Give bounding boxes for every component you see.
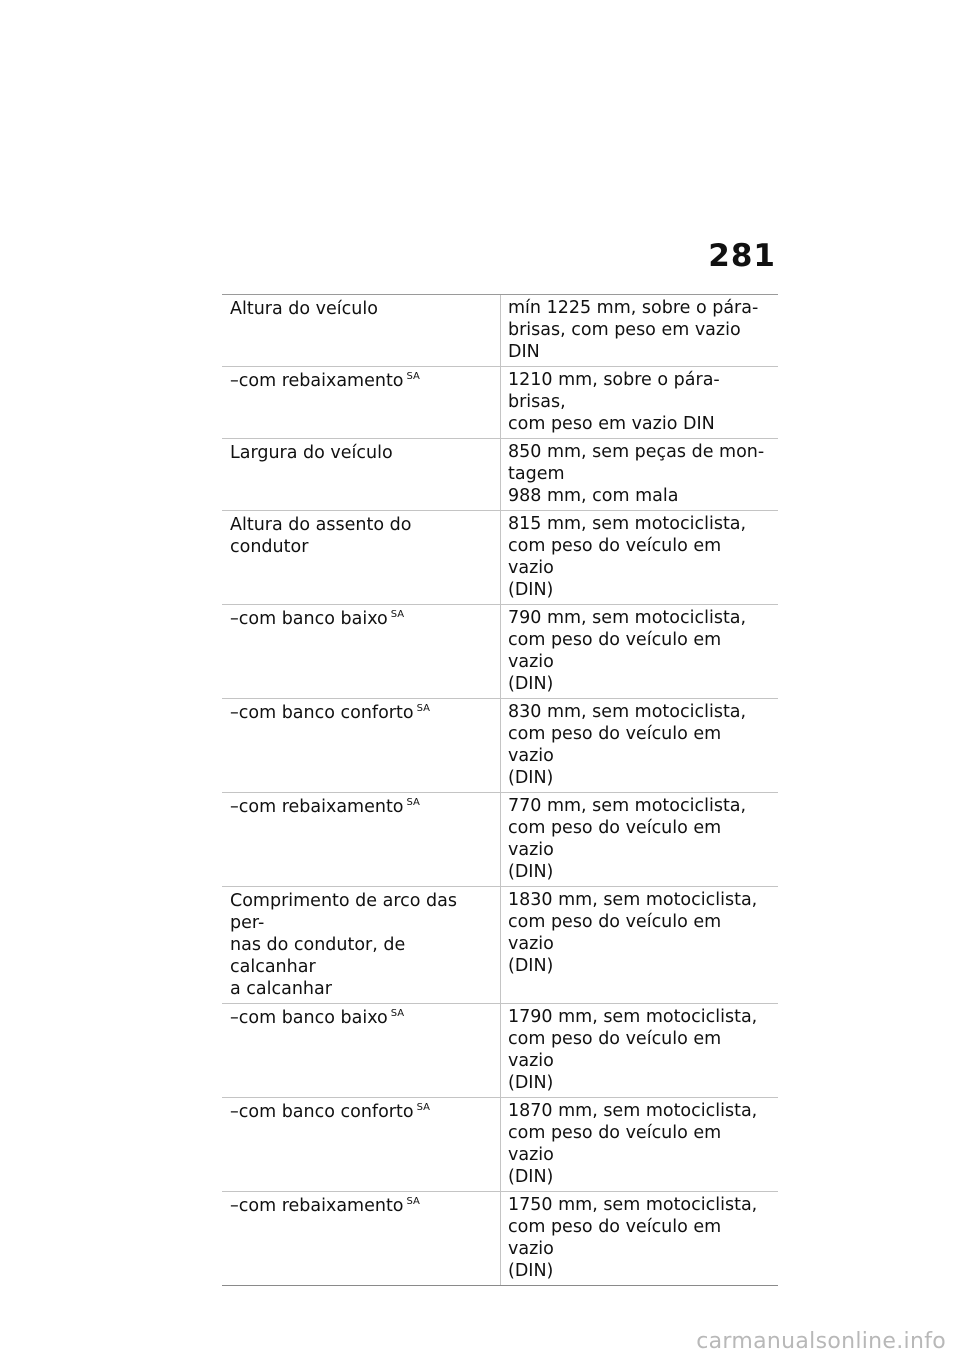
spec-value-line: (DIN) (508, 674, 554, 694)
spec-label (222, 367, 501, 438)
spec-value-line: 1750 mm, sem motociclista, (508, 1195, 758, 1215)
spec-value-line: 815 mm, sem motociclista, (508, 514, 747, 534)
spec-value-line: (DIN) (508, 1167, 554, 1187)
spec-label (222, 1098, 501, 1191)
spec-value-line: 830 mm, sem motociclista, (508, 702, 747, 722)
spec-value-line: brisas, com peso em vazio DIN (508, 320, 741, 362)
spec-value (501, 605, 778, 698)
spec-value-line: 1790 mm, sem motociclista, (508, 1007, 758, 1027)
table-row (222, 887, 778, 1004)
spec-value-line: mín 1225 mm, sobre o pára- (508, 298, 759, 318)
spec-value-line: com peso em vazio DIN (508, 414, 715, 434)
spec-value (501, 1098, 778, 1191)
spec-value-line: 988 mm, com mala (508, 486, 679, 506)
table-row (222, 793, 778, 887)
page-number: 281 (708, 238, 776, 274)
spec-label (222, 1192, 501, 1285)
table-row (222, 439, 778, 511)
optional-equipment-marker: SA (390, 609, 405, 621)
spec-label (222, 511, 501, 604)
spec-label-text: Comprimento de arco das per- nas do condutor, de calcanhar a calcanhar (230, 891, 457, 999)
spec-value-line: com peso do veículo em vazio (508, 818, 722, 860)
spec-value (501, 793, 778, 886)
spec-value (501, 1192, 778, 1285)
spec-label-text: –com rebaixamento (230, 371, 404, 391)
optional-equipment-marker: SA (416, 703, 430, 715)
table-row (222, 1004, 778, 1098)
table-row (222, 295, 778, 367)
spec-label-text: –com rebaixamento (230, 797, 404, 817)
table-row (222, 1098, 778, 1192)
spec-value (501, 295, 778, 366)
spec-value-line: 850 mm, sem peças de mon- (508, 442, 765, 462)
spec-value-line: (DIN) (508, 1073, 554, 1093)
watermark: carmanualsonline.info (696, 1329, 946, 1354)
spec-value-line: com peso do veículo em vazio (508, 724, 722, 766)
spec-value-line: 1210 mm, sobre o pára-brisas, (508, 370, 720, 412)
spec-label (222, 699, 501, 792)
spec-label (222, 439, 501, 510)
spec-value (501, 367, 778, 438)
spec-label-text: –com banco baixo (230, 1008, 388, 1028)
table-row (222, 367, 778, 439)
spec-value-line: 770 mm, sem motociclista, (508, 796, 747, 816)
spec-label-text: –com banco conforto (230, 1102, 414, 1122)
spec-value-line: 1870 mm, sem motociclista, (508, 1101, 758, 1121)
spec-value-line: com peso do veículo em vazio (508, 1029, 722, 1071)
spec-value (501, 887, 778, 1003)
spec-value-line: tagem (508, 464, 565, 484)
optional-equipment-marker: SA (390, 1008, 405, 1020)
table-row (222, 511, 778, 605)
spec-value (501, 1004, 778, 1097)
spec-value-line: (DIN) (508, 580, 554, 600)
spec-label-text: Altura do veículo (230, 299, 378, 319)
table-row (222, 1192, 778, 1286)
spec-value (501, 699, 778, 792)
spec-value-line: com peso do veículo em vazio (508, 630, 722, 672)
spec-label-text: –com rebaixamento (230, 1196, 404, 1216)
optional-equipment-marker: SA (406, 371, 420, 383)
table-row (222, 605, 778, 699)
spec-label-text: Altura do assento do condutor (230, 515, 412, 557)
optional-equipment-marker: SA (406, 797, 420, 809)
spec-label-text: –com banco conforto (230, 703, 414, 723)
spec-value-line: (DIN) (508, 956, 554, 976)
spec-label (222, 1004, 501, 1097)
optional-equipment-marker: SA (416, 1102, 430, 1114)
specifications-table (222, 294, 778, 1286)
spec-label (222, 295, 501, 366)
spec-value-line: (DIN) (508, 768, 554, 788)
spec-label-text: –com banco baixo (230, 609, 388, 629)
spec-label-text: Largura do veículo (230, 443, 393, 463)
spec-value (501, 439, 778, 510)
spec-value-line: com peso do veículo em vazio (508, 912, 722, 954)
spec-label (222, 793, 501, 886)
spec-value-line: com peso do veículo em vazio (508, 1123, 722, 1165)
spec-value-line: (DIN) (508, 862, 554, 882)
spec-value (501, 511, 778, 604)
spec-value-line: com peso do veículo em vazio (508, 536, 722, 578)
optional-equipment-marker: SA (406, 1196, 420, 1208)
spec-label (222, 887, 501, 1003)
spec-label (222, 605, 501, 698)
spec-value-line: 1830 mm, sem motociclista, (508, 890, 758, 910)
spec-value-line: 790 mm, sem motociclista, (508, 608, 747, 628)
spec-value-line: com peso do veículo em vazio (508, 1217, 722, 1259)
spec-value-line: (DIN) (508, 1261, 554, 1281)
table-row (222, 699, 778, 793)
